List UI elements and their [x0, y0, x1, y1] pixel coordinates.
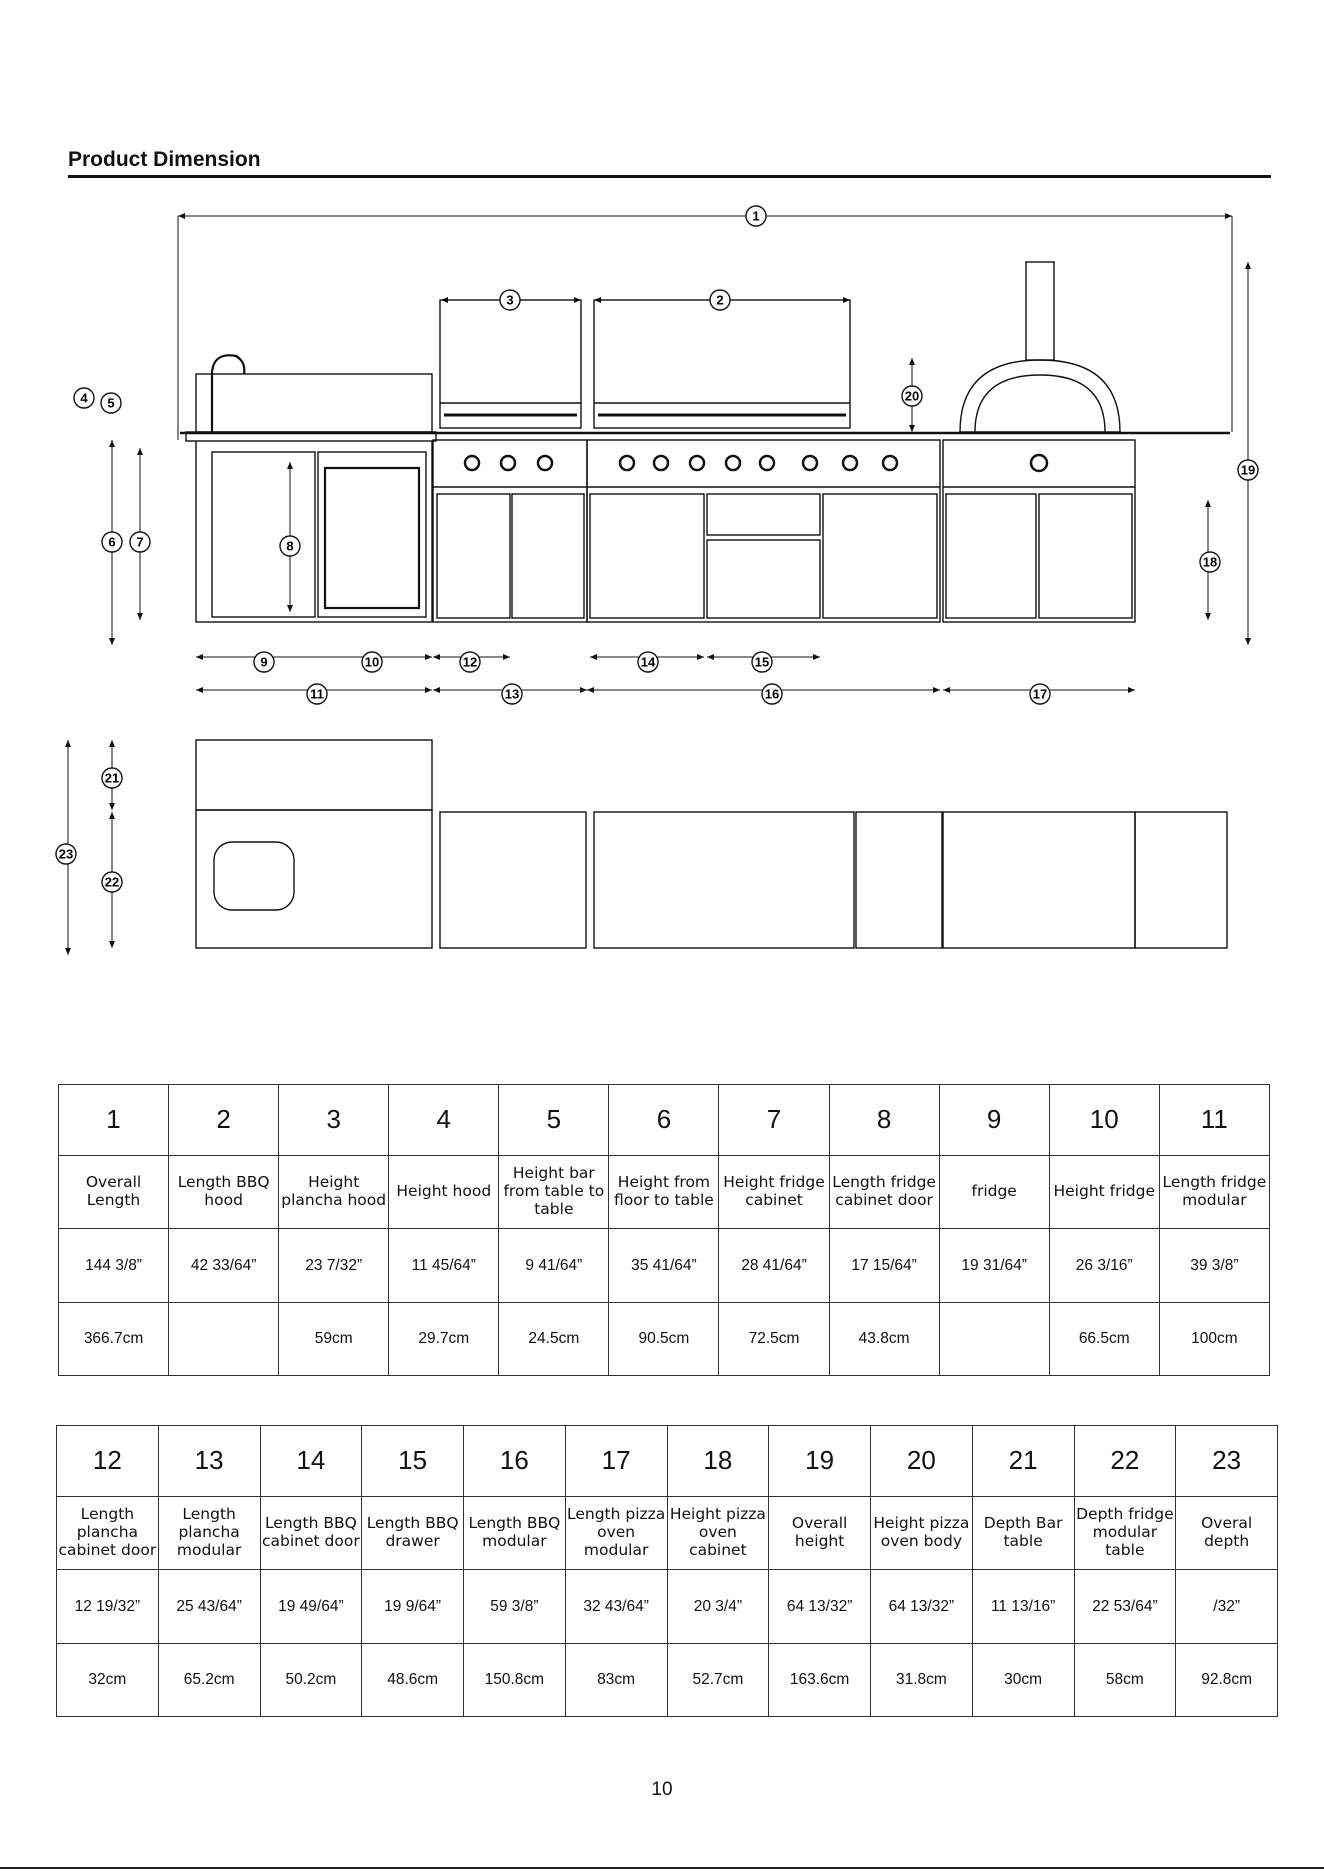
callout-label: 10: [364, 654, 380, 670]
callout-label: 20: [904, 388, 920, 404]
table1-numbers-cell: 4: [389, 1085, 499, 1156]
table1-inches-cell: 11 45/64”: [389, 1229, 499, 1303]
table2-numbers-cell: 17: [565, 1426, 667, 1497]
table1-cm-row: [59, 1303, 1270, 1376]
table2-labels-cell: Length BBQ cabinet door: [260, 1497, 362, 1570]
footer-rule: [0, 1867, 1324, 1869]
table2-numbers-cell: 13: [158, 1426, 260, 1497]
table2-inches-cell: 22 53/64”: [1074, 1570, 1176, 1644]
pizza-top: [943, 812, 1135, 948]
table1-numbers-cell: 5: [499, 1085, 609, 1156]
table2-cm-cell: 32cm: [57, 1644, 159, 1717]
table1-cm-cell: [169, 1303, 279, 1376]
table2-inches-cell: 64 13/32”: [769, 1570, 871, 1644]
table1-inches-cell: 28 41/64”: [719, 1229, 829, 1303]
table2-numbers-cell: 12: [57, 1426, 159, 1497]
table1-cm-cell: 24.5cm: [499, 1303, 609, 1376]
table1-labels-cell: Height bar from table to table: [499, 1156, 609, 1229]
table1-inches-cell: 9 41/64”: [499, 1229, 609, 1303]
callout-label: 12: [462, 654, 478, 670]
table1-cm-cell: 66.5cm: [1049, 1303, 1159, 1376]
table2-labels-cell: Length BBQ drawer: [362, 1497, 464, 1570]
table2-cm-cell: 31.8cm: [871, 1644, 973, 1717]
pizza-oven-dome: [960, 360, 1120, 432]
table2-cm-cell: 52.7cm: [667, 1644, 769, 1717]
table2-labels-cell: Depth Bar table: [972, 1497, 1074, 1570]
table2-inches-row: [57, 1570, 1278, 1644]
callout-label: 18: [1202, 554, 1218, 570]
table1-numbers-cell: 11: [1159, 1085, 1269, 1156]
table1-cm-cell: 29.7cm: [389, 1303, 499, 1376]
table2-numbers-cell: 19: [769, 1426, 871, 1497]
bar-table-top: [196, 740, 432, 810]
table2-inches-cell: 20 3/4”: [667, 1570, 769, 1644]
callout-label: 13: [504, 686, 520, 702]
pizza-door-left: [946, 494, 1036, 618]
callout-label: 8: [286, 538, 294, 554]
table2-cm-cell: 48.6cm: [362, 1644, 464, 1717]
callout-label: 4: [80, 390, 88, 406]
pizza-door-right: [1039, 494, 1132, 618]
table1-inches-cell: 19 31/64”: [939, 1229, 1049, 1303]
table1-cm-cell: 43.8cm: [829, 1303, 939, 1376]
table1-cm-cell: 100cm: [1159, 1303, 1269, 1376]
bbq-hood: [594, 300, 850, 428]
table2-inches-cell: 11 13/16”: [972, 1570, 1074, 1644]
plancha-door-right: [512, 494, 584, 618]
table1-cm-cell: 90.5cm: [609, 1303, 719, 1376]
callout-label: 19: [1240, 462, 1256, 478]
table2-numbers-cell: 14: [260, 1426, 362, 1497]
table1-labels-cell: Height hood: [389, 1156, 499, 1229]
table1-inches-row: [59, 1229, 1270, 1303]
table1-numbers-cell: 7: [719, 1085, 829, 1156]
callout-label: 3: [506, 292, 514, 308]
table1-numbers-cell: 10: [1049, 1085, 1159, 1156]
table1-numbers-row: [59, 1085, 1270, 1156]
table2-cm-row: [57, 1644, 1278, 1717]
table2-labels-cell: Height pizza oven cabinet: [667, 1497, 769, 1570]
table2-cm-cell: 65.2cm: [158, 1644, 260, 1717]
table2-inches-cell: 19 9/64”: [362, 1570, 464, 1644]
sink-top: [196, 810, 432, 948]
table1-labels-cell: Length fridge modular: [1159, 1156, 1269, 1229]
callout-label: 11: [310, 686, 324, 702]
table2-cm-cell: 50.2cm: [260, 1644, 362, 1717]
callout-label: 23: [58, 846, 74, 862]
table1-numbers-cell: 1: [59, 1085, 169, 1156]
callout-label: 1: [752, 208, 760, 224]
table1-numbers-cell: 3: [279, 1085, 389, 1156]
table1-labels-cell: Height fridge: [1049, 1156, 1159, 1229]
table2-cm-cell: 150.8cm: [464, 1644, 566, 1717]
table2-labels-cell: Depth fridge modular table: [1074, 1497, 1176, 1570]
bbq-door-right: [823, 494, 937, 618]
table1-inches-cell: 35 41/64”: [609, 1229, 719, 1303]
table1-numbers-cell: 2: [169, 1085, 279, 1156]
table1-inches-cell: 23 7/32”: [279, 1229, 389, 1303]
table1-cm-cell: [939, 1303, 1049, 1376]
table2-numbers-cell: 18: [667, 1426, 769, 1497]
callout-label: 7: [136, 534, 144, 550]
callout-label: 5: [107, 395, 115, 411]
table1-labels-cell: Overall Length: [59, 1156, 169, 1229]
table2-cm-cell: 163.6cm: [769, 1644, 871, 1717]
table2-numbers-row: [57, 1426, 1278, 1497]
plancha-hood: [440, 300, 581, 428]
table2-labels-cell: Overal depth: [1176, 1497, 1278, 1570]
callout-label: 16: [764, 686, 780, 702]
table2-labels-cell: Height pizza oven body: [871, 1497, 973, 1570]
table2-numbers-cell: 15: [362, 1426, 464, 1497]
sink-backsplash: [196, 374, 432, 432]
table2-inches-cell: 12 19/32”: [57, 1570, 159, 1644]
table2-inches-cell: 25 43/64”: [158, 1570, 260, 1644]
callout-label: 9: [260, 654, 268, 670]
table1-numbers-cell: 8: [829, 1085, 939, 1156]
table2-cm-cell: 92.8cm: [1176, 1644, 1278, 1717]
page-number: 10: [651, 1779, 673, 1800]
table1-labels-row: [59, 1156, 1270, 1229]
table1-labels-cell: Length fridge cabinet door: [829, 1156, 939, 1229]
table1-inches-cell: 26 3/16”: [1049, 1229, 1159, 1303]
plancha-door-left: [437, 494, 510, 618]
callout-label: 17: [1032, 686, 1048, 702]
table2-inches-cell: /32”: [1176, 1570, 1278, 1644]
table1-cm-cell: 366.7cm: [59, 1303, 169, 1376]
callout-label: 22: [104, 874, 120, 890]
table2-cm-cell: 30cm: [972, 1644, 1074, 1717]
dimension-table-1: [58, 1084, 1270, 1376]
table1-labels-cell: Length BBQ hood: [169, 1156, 279, 1229]
table2-numbers-cell: 20: [871, 1426, 973, 1497]
table1-inches-cell: 17 15/64”: [829, 1229, 939, 1303]
table2-cm-cell: 83cm: [565, 1644, 667, 1717]
table1-inches-cell: 42 33/64”: [169, 1229, 279, 1303]
bbq-drawer: [707, 494, 820, 535]
table2-numbers-cell: 23: [1176, 1426, 1278, 1497]
callout-label: 14: [640, 654, 656, 670]
table1-labels-cell: Height fridge cabinet: [719, 1156, 829, 1229]
table2-labels-cell: Length pizza oven modular: [565, 1497, 667, 1570]
table2-labels-cell: Length plancha cabinet door: [57, 1497, 159, 1570]
bbq-drawer-lower: [707, 540, 820, 618]
table2-labels-row: [57, 1497, 1278, 1570]
table2-numbers-cell: 22: [1074, 1426, 1176, 1497]
table2-labels-cell: Length BBQ modular: [464, 1497, 566, 1570]
table1-numbers-cell: 6: [609, 1085, 719, 1156]
bbq-top: [594, 812, 854, 948]
table2-numbers-cell: 21: [972, 1426, 1074, 1497]
table1-cm-cell: 59cm: [279, 1303, 389, 1376]
table2-cm-cell: 58cm: [1074, 1644, 1176, 1717]
bbq-door-left: [590, 494, 704, 618]
callout-label: 2: [716, 292, 724, 308]
table1-labels-cell: Height from floor to table: [609, 1156, 719, 1229]
pizza-chimney: [1026, 262, 1054, 360]
plancha-top: [440, 812, 586, 948]
table2-labels-cell: Overall height: [769, 1497, 871, 1570]
dimension-table-2: [56, 1425, 1278, 1717]
callout-label: 6: [108, 534, 116, 550]
table1-labels-cell: Height plancha hood: [279, 1156, 389, 1229]
table2-inches-cell: 59 3/8”: [464, 1570, 566, 1644]
faucet: [212, 355, 244, 432]
table2-inches-cell: 64 13/32”: [871, 1570, 973, 1644]
side-table-top: [1135, 812, 1227, 948]
table1-cm-cell: 72.5cm: [719, 1303, 829, 1376]
table1-inches-cell: 39 3/8”: [1159, 1229, 1269, 1303]
sink-basin: [214, 842, 294, 910]
page-title: Product Dimension: [68, 148, 261, 171]
table1-inches-cell: 144 3/8”: [59, 1229, 169, 1303]
table2-inches-cell: 32 43/64”: [565, 1570, 667, 1644]
callout-label: 15: [754, 654, 770, 670]
table2-inches-cell: 19 49/64”: [260, 1570, 362, 1644]
table2-labels-cell: Length plancha modular: [158, 1497, 260, 1570]
table1-labels-cell: fridge: [939, 1156, 1049, 1229]
fridge-top: [856, 812, 942, 948]
callout-label: 21: [104, 770, 120, 786]
table2-numbers-cell: 16: [464, 1426, 566, 1497]
table1-numbers-cell: 9: [939, 1085, 1049, 1156]
